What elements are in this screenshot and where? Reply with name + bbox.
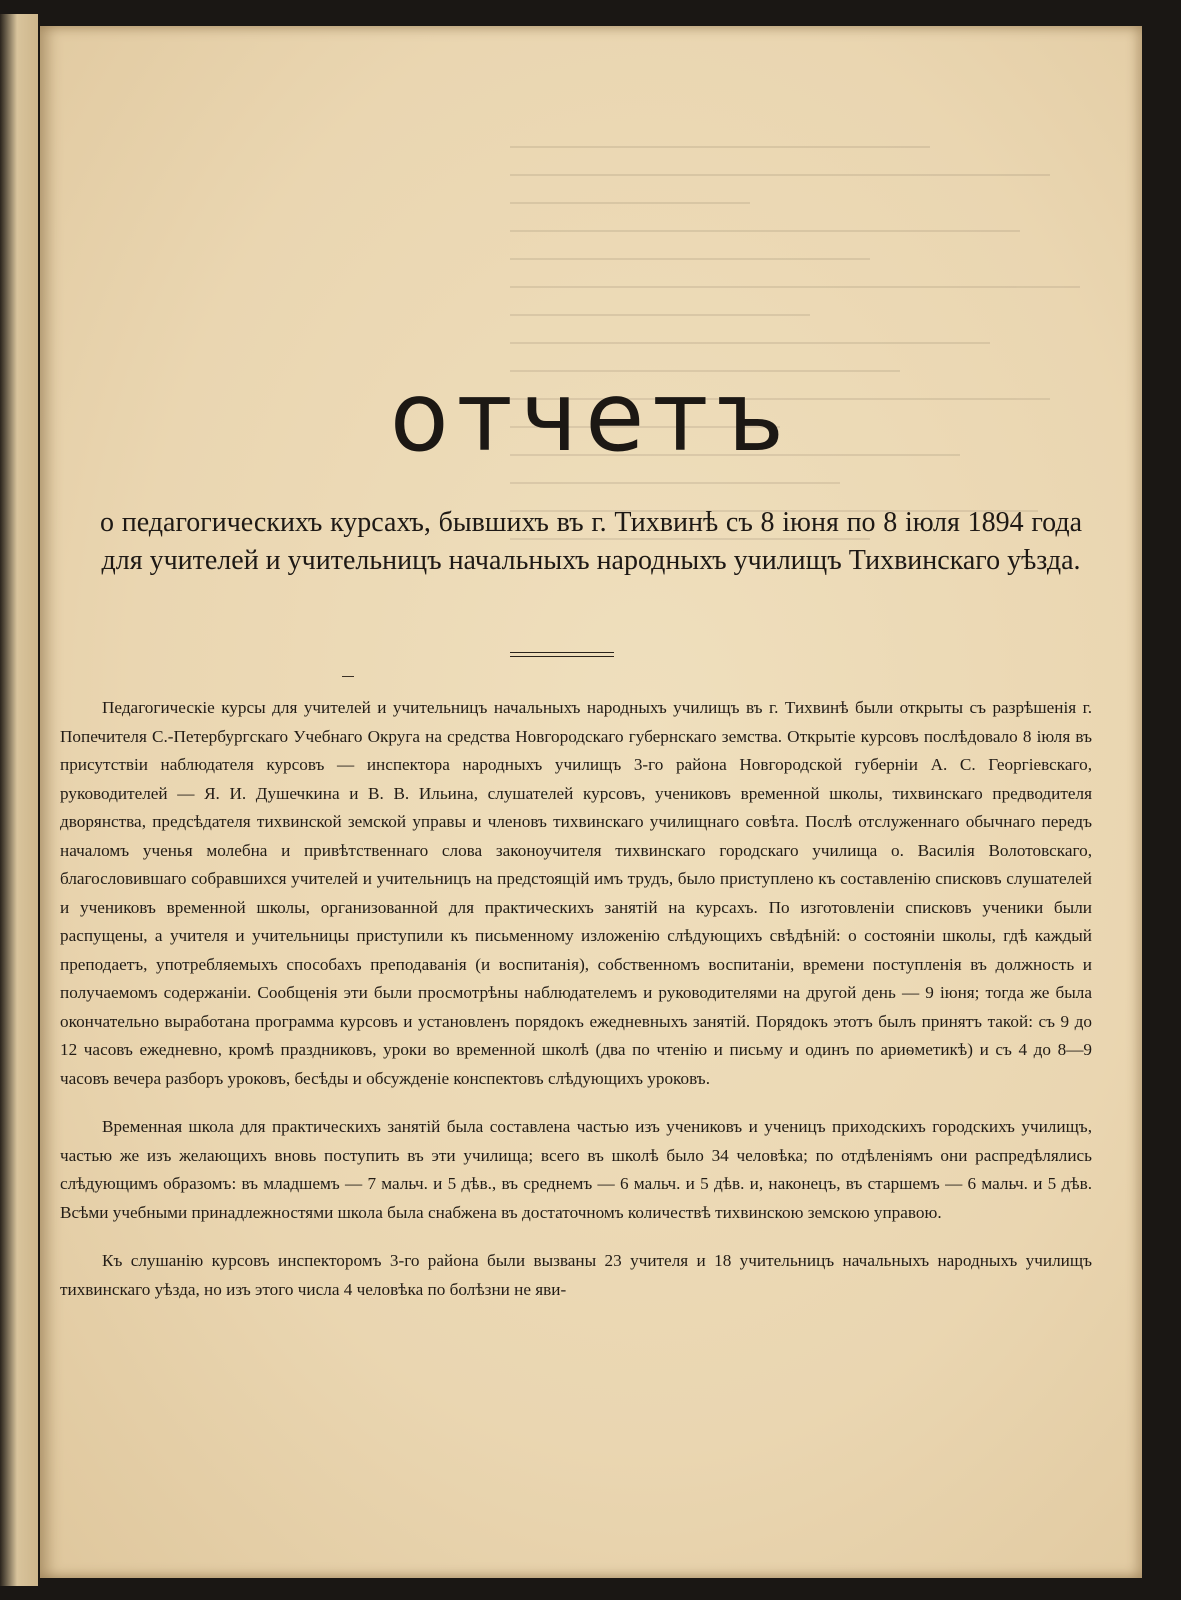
body-text xyxy=(60,694,1092,1324)
title-divider xyxy=(510,652,614,657)
paragraph-3: Къ слушанію курсовъ инспекторомъ 3-го района были вызваны 23 учителя и 18 учительницъ начальныхъ народныхъ училищъ тихвинскаго уѣзда, но изъ этого числа 4 человѣка по болѣзни не яви- xyxy=(60,1251,1092,1299)
paragraph-1: Педагогическіе курсы для учителей и учительницъ начальныхъ народныхъ училищъ въ г. Тихвинѣ были открыты съ разрѣшенія г. Попечителя С.-Петербургскаго Учебнаго Округа на средства Новгородскаго губернскаго земства. Открытіе курсовъ послѣдовало 8 іюля въ присутствіи наблюдателя курсовъ — инспектора народныхъ училищъ 3-го района Новгородской губерніи А. С. Георгіевскаго, руководителей — Я. И. Душечкина и В. В. Ильина, слушателей курсовъ, учениковъ временной школы, тихвинскаго предводителя дворянства, предсѣдателя тихвинской земской управы и членовъ тихвинскаго училищнаго совѣта. Послѣ отслуженнаго обычнаго передъ началомъ ученья молебна и привѣтственнаго слова законоучителя тихвинскаго городскаго училища о. Василія Волотовскаго, благословившаго собравшихся учителей и учительницъ на предстоящій имъ трудъ, было приступлено къ составленію списковъ слушателей и учениковъ временной школы, организованной для практическихъ занятій на курсахъ. По изготовленіи списковъ ученики были распущены, а учителя и учительницы приступили къ письменному изложенію слѣдующихъ свѣдѣній: о состояніи школы, гдѣ каждый преподаетъ, употребляемыхъ способахъ преподаванія (и воспитанія), собственномъ воспитаніи, времени поступленія въ должность и получаемомъ содержаніи. Сообщенія эти были просмотрѣны наблюдателемъ и руководителями на другой день — 9 іюня; тогда же была окончательно выработана программа курсовъ и установленъ порядокъ ежедневныхъ занятій. Порядокъ этотъ былъ принятъ такой: съ 9 до 12 часовъ ежедневно, кромѣ праздниковъ, уроки во временной школѣ (два по чтенію и письму и одинъ по ариѳметикѣ) и съ 4 до 8—9 часовъ вечера разборъ уроковъ, бесѣды и обсужденіе конспектовъ слѣдующихъ уроковъ. xyxy=(60,698,1092,1088)
small-dash xyxy=(342,676,354,677)
page-title: отчетъ xyxy=(389,361,793,473)
page-subtitle: о педагогическихъ курсахъ, бывшихъ въ г. Тихвинѣ съ 8 іюня по 8 іюля 1894 года для учителей и учительницъ начальныхъ народныхъ училищъ Тихвинскаго уѣзда. xyxy=(100,507,1082,576)
document-page xyxy=(40,26,1142,1578)
previous-page-edge xyxy=(0,14,38,1586)
right-margin-dark xyxy=(1143,0,1181,1600)
paragraph-2: Временная школа для практическихъ занятій была составлена частью изъ учениковъ и ученицъ приходскихъ городскихъ училищъ, частью же изъ желающихъ вновь поступить въ эти училища; всего въ школѣ было 34 человѣка; по отдѣленіямъ они распредѣлялись слѣдующимъ образомъ: въ младшемъ — 7 мальч. и 5 дѣв., въ среднемъ — 6 мальч. и 5 дѣв. и, наконецъ, въ старшемъ — 6 мальч. и 5 дѣв. Всѣми учебными принадлежностями школа была снабжена въ достаточномъ количествѣ тихвинскою земскою управою. xyxy=(60,1117,1092,1222)
